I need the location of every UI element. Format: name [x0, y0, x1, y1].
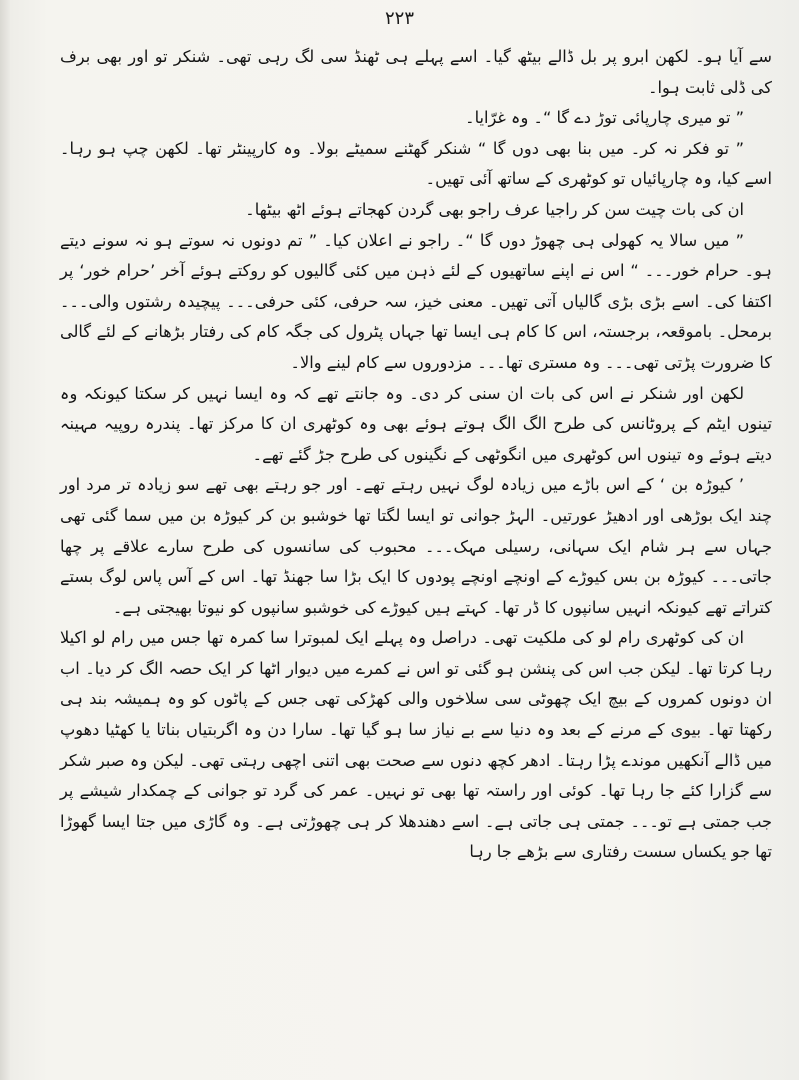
body-text	[60, 42, 772, 868]
paragraph: سے آیا ہو۔ لکھن ابرو پر بل ڈالے بیٹھ گیا۔ اسے پہلے ہی ٹھنڈ سی لگ رہی تھی۔ شنکر تو اور بھی برف کی ڈلی ثابت ہوا۔	[60, 47, 772, 97]
page-gutter-shadow	[0, 0, 10, 1080]
paragraph: ان کی کوٹھری رام لو کی ملکیت تھی۔ دراصل وہ پہلے ایک لمبوترا سا کمرہ تھا جس میں رام لو اکیلا رہا کرتا تھا۔ لیکن جب اس کی پنشن ہو گئی تو اس نے کمرے میں دیوار اٹھا کر ایک حصہ الگ کر دیا۔ اب ان دونوں کمروں کے بیچ ایک چھوٹی سی سلاخوں والی کھڑکی تھی جس کے پاٹوں کو وہ ہمیشہ بند ہی رکھتا تھا۔ بیوی کے مرنے کے بعد وہ دنیا سے بے نیاز سا ہو گیا تھا۔ سارا دن وہ اگربتیاں بناتا یا کھٹیا دھوپ میں ڈالے آنکھیں موندے پڑا رہتا۔ ادھر کچھ دنوں سے صحت بھی اتنی اچھی رہتی تھی۔ لیکن وہ صبر شکر سے گزارا کئے جا رہا تھا۔ کوئی اور راستہ تھا بھی تو نہیں۔ عمر کی گرد تو جوانی کے چمکدار شیشے پر جب جمتی ہے تو۔۔۔ جمتی ہی جاتی ہے۔ اسے دھندھلا کر ہی چھوڑتی ہے۔ وہ گاڑی میں جتا ایسا گھوڑا تھا جو یکساں سست رفتاری سے بڑھے جا رہا	[60, 628, 772, 862]
paragraph: لکھن اور شنکر نے اس کی بات ان سنی کر دی۔ وہ جانتے تھے کہ وہ ایسا نہیں کر سکتا کیونکہ وہ تینوں ایٹم کے پروٹانس کی طرح الگ الگ ہوتے ہوئے بھی وہ کوٹھری ان کا مرکز تھا۔ پندرہ روپیہ مہینہ دیتے ہوئے وہ تینوں اس کوٹھری میں انگوٹھی کے نگینوں کی طرح جڑ گئے تھے۔	[60, 383, 772, 464]
paragraph: ’ کیوڑہ بن ‘ کے اس باڑے میں زیادہ لوگ نہیں رہتے تھے۔ اور جو رہتے بھی تھے سو زیادہ تر مرد اور چند ایک بوڑھی اور ادھیڑ عورتیں۔ الہڑ جوانی تو ایسا لگتا تھا خوشبو بن کر کیوڑہ بن میں سما گئی تھی جہاں سے ہر شام ایک سہانی، رسیلی مہک۔۔۔ محبوب کی سانسوں کی طرح سارے علاقے پر چھا جاتی۔۔۔ کیوڑہ بن بس کیوڑے کے اونچے اونچے پودوں کا ایک بڑا سا جھنڈ تھا۔ اس کے آس پاس لوگ بستے کتراتے تھے کیونکہ انہیں سانپوں کا ڈر تھا۔ کہتے ہیں کیوڑے کی خوشبو سانپوں کو نیوتا بھیجتی ہے۔	[60, 475, 772, 617]
paragraph: ” تو میری چارپائی توڑ دے گا “۔ وہ غرّایا۔	[465, 108, 744, 128]
paragraph: ان کی بات چیت سن کر راجیا عرف راجو بھی گردن کھجاتے ہوئے اٹھ بیٹھا۔	[245, 199, 744, 219]
paragraph: ” میں سالا یہ کھولی ہی چھوڑ دوں گا “۔ راجو نے اعلان کیا۔ ” تم دونوں نہ سوتے ہو نہ سونے دیتے ہو۔ حرام خور۔۔۔ “ اس نے اپنے ساتھیوں کے لئے ذہن میں کئی گالیوں کو روکتے ہوئے آخر ’حرام خور‘ پر اکتفا کی۔ اسے بڑی بڑی گالیاں آتی تھیں۔ معنی خیز، سہ حرفی، کئی حرفی۔۔۔ پیچیدہ رشتوں والی۔۔۔ برمحل۔ باموقعہ، برجستہ، اس کا کام ہی ایسا تھا جہاں پٹرول کی جگہ کام کی رفتار بڑھانے کے لئے گالی کا ضرورت پڑتی تھی۔۔۔ وہ مستری تھا۔۔۔ مزدوروں سے کام لینے والا۔	[60, 230, 772, 372]
paragraph: ” تو فکر نہ کر۔ میں بنا بھی دوں گا “ شنکر گھٹنے سمیٹے بولا۔ وہ کارپینٹر تھا۔ لکھن چپ ہو رہا۔ اسے کیا، وہ چارپائیاں تو کوٹھری کے ساتھ آئی تھیں۔	[60, 138, 772, 189]
page-number: ۲۲۳	[384, 8, 414, 29]
